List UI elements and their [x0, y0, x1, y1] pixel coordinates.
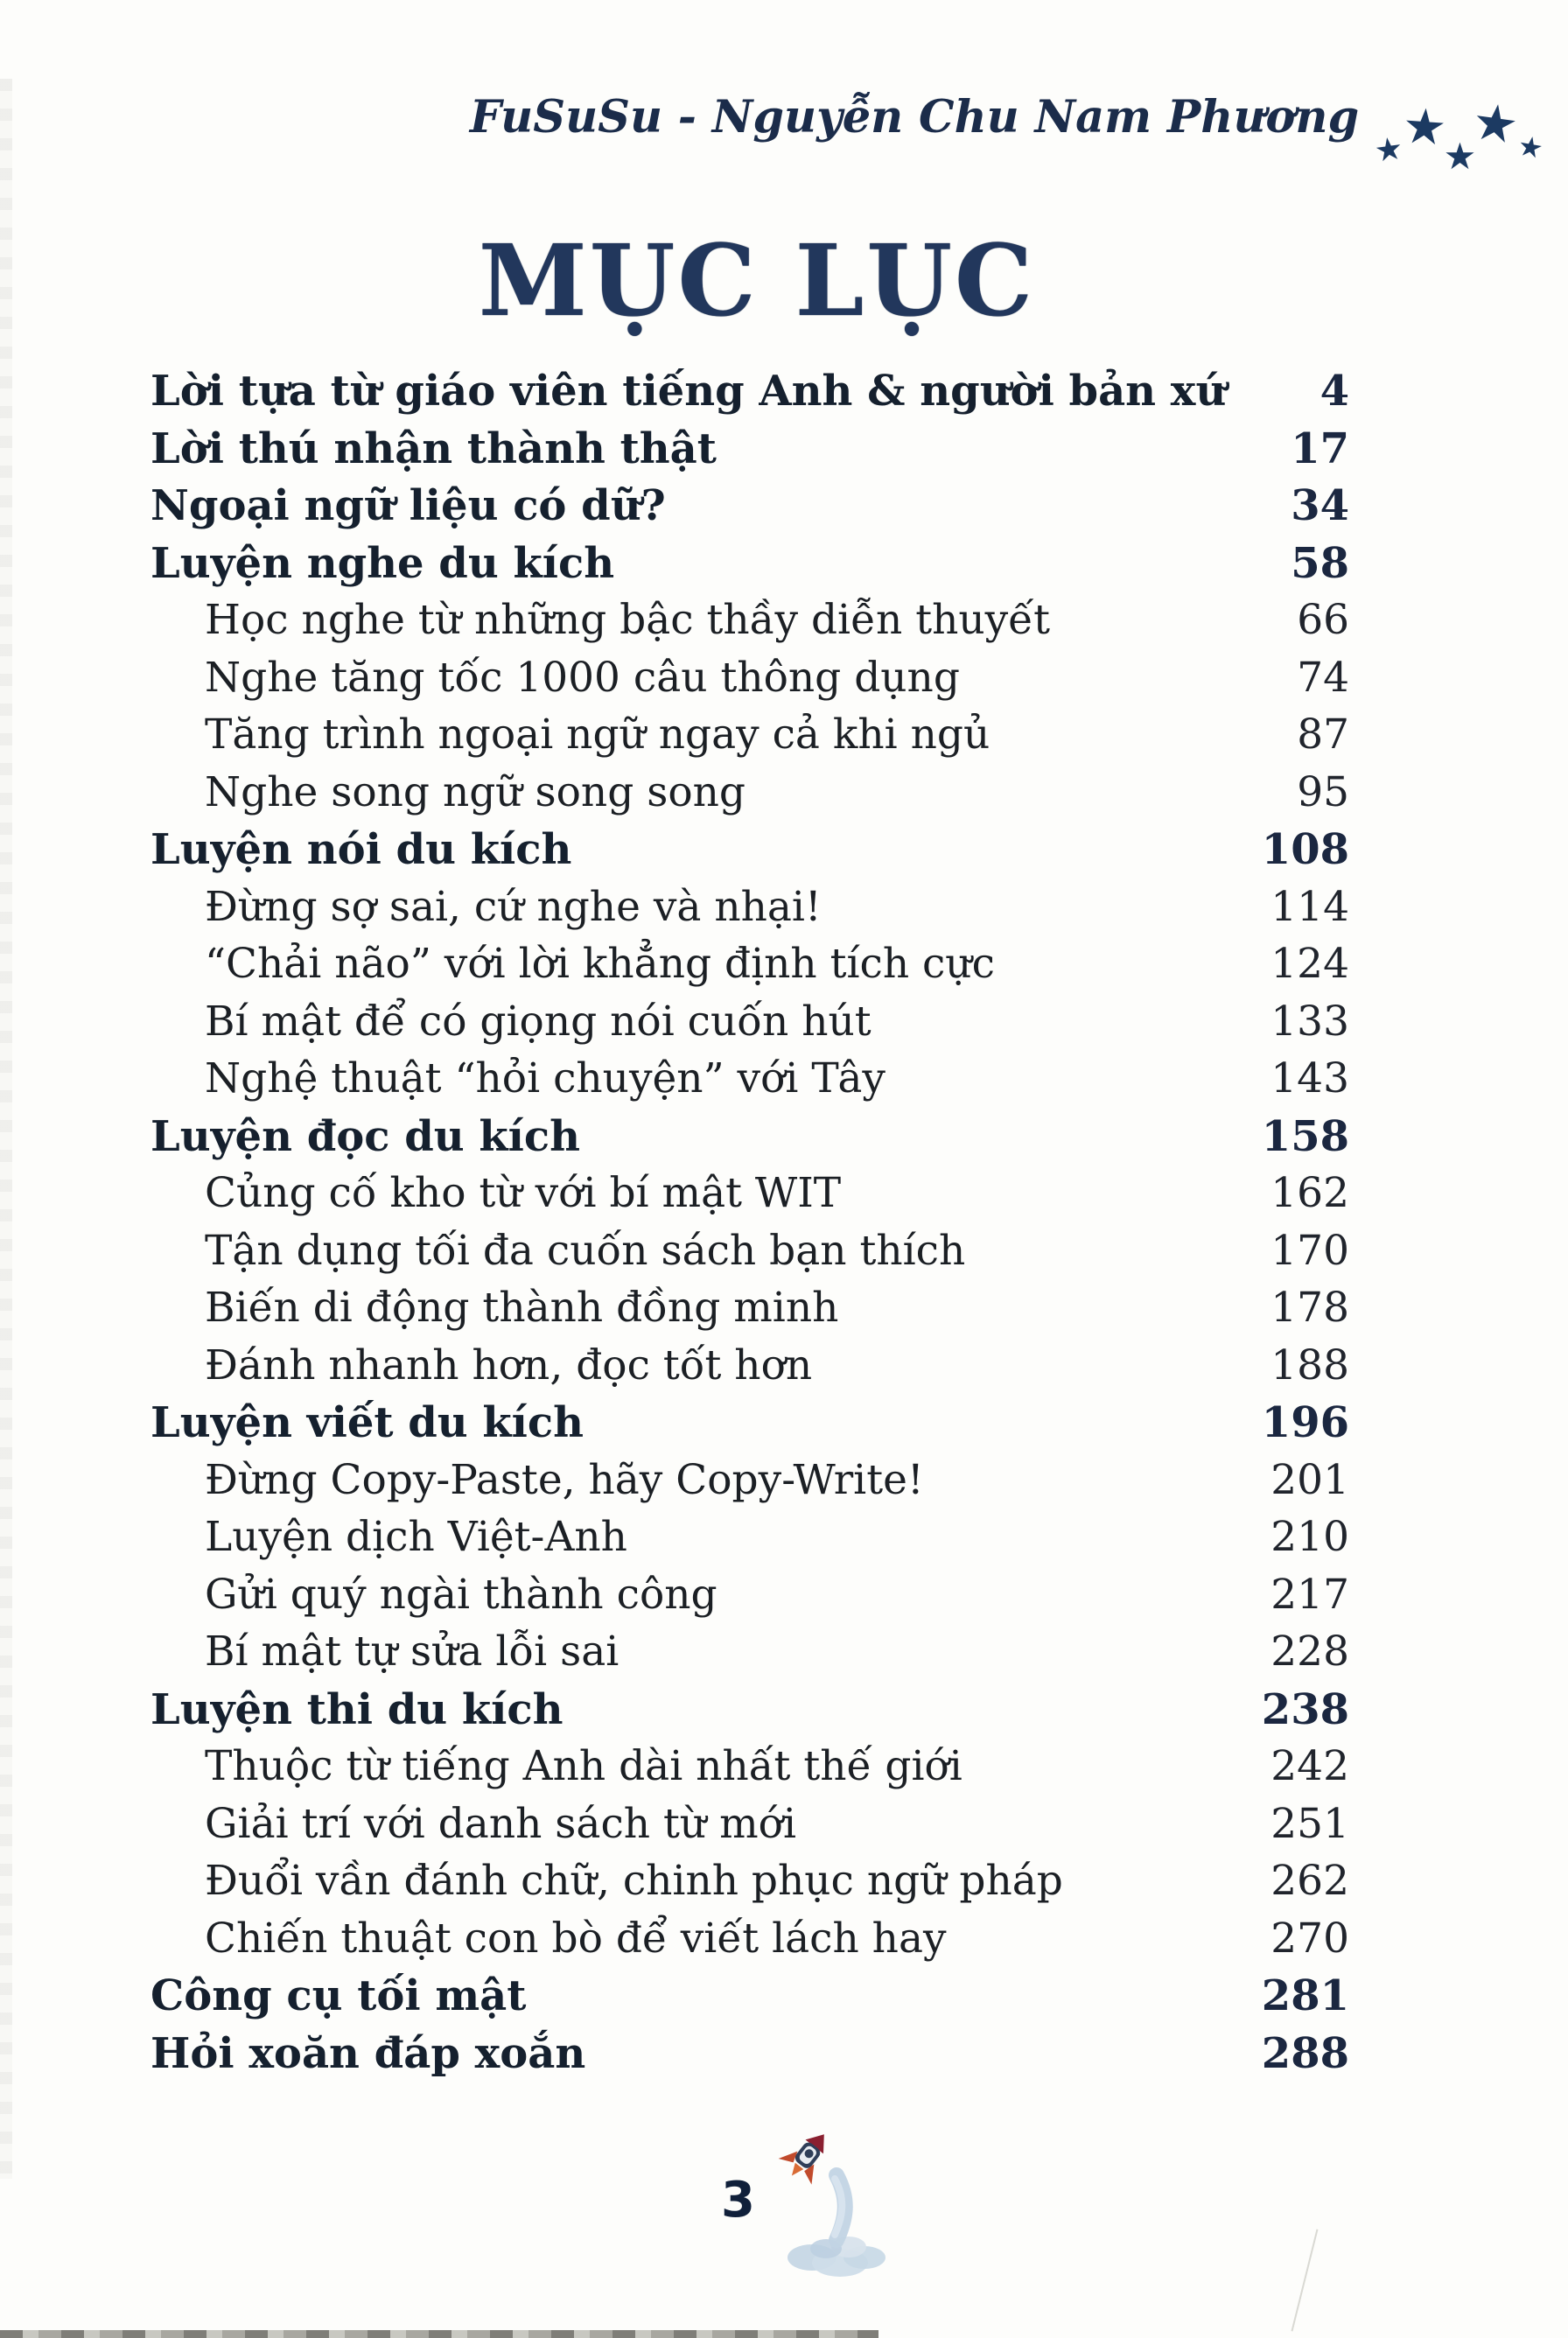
- toc-entry: [150, 940, 1349, 998]
- toc-entry-label: Chiến thuật con bò để viết lách hay: [205, 1914, 947, 1963]
- toc-entry-label: Học nghe từ những bậc thầy diễn thuyết: [205, 596, 1050, 644]
- toc-entry-page: 143: [1270, 1054, 1349, 1102]
- toc-entry-label: Nghe song ngữ song song: [205, 767, 746, 816]
- toc-entry-label: Ngoại ngữ liệu có dữ?: [150, 481, 666, 530]
- toc-entry-label: Giải trí với danh sách từ mới: [205, 1799, 796, 1848]
- toc-entry: [150, 1685, 1349, 1743]
- toc-entry-page: 4: [1320, 367, 1349, 416]
- toc-entry: [150, 481, 1349, 539]
- toc-entry-label: Bí mật để có giọng nói cuốn hút: [205, 997, 872, 1046]
- toc-entry-label: Luyện thi du kích: [150, 1684, 564, 1734]
- toc-entry-page: 251: [1270, 1799, 1349, 1848]
- scan-edge-left: [0, 79, 12, 2179]
- toc-entry-page: 95: [1297, 767, 1349, 816]
- toc-entry-label: Đừng Copy-Paste, hãy Copy-Write!: [205, 1455, 924, 1504]
- toc-entry: [150, 1742, 1349, 1800]
- toc-entry: [150, 710, 1349, 768]
- toc-entry: [150, 1112, 1349, 1170]
- toc-entry-page: 242: [1270, 1742, 1349, 1790]
- toc-entry-page: 114: [1270, 882, 1349, 931]
- toc-entry-page: 201: [1270, 1455, 1349, 1504]
- toc-entry-page: 133: [1270, 997, 1349, 1046]
- toc-entry-page: 228: [1270, 1628, 1349, 1676]
- toc-entry-page: 158: [1261, 1111, 1349, 1161]
- toc-entry-page: 210: [1270, 1513, 1349, 1561]
- toc-entry-page: 188: [1270, 1340, 1349, 1390]
- toc-entry-label: “Chải não” với lời khẳng định tích cực: [205, 940, 995, 988]
- toc-entry: [150, 1914, 1349, 1972]
- toc-entry: [150, 539, 1349, 597]
- toc-entry-page: 217: [1270, 1570, 1349, 1619]
- toc-entry: [150, 654, 1349, 711]
- toc-entry: [150, 1571, 1349, 1628]
- toc-entry-page: 238: [1261, 1684, 1349, 1734]
- toc-entry-page: 74: [1297, 653, 1349, 702]
- star-icon: ★: [1401, 97, 1449, 158]
- page-title: MỤC LỤC: [478, 224, 1036, 339]
- table-of-contents: [150, 367, 1349, 2086]
- toc-entry-label: Lời thú nhận thành thật: [150, 424, 717, 473]
- toc-entry-page: 178: [1270, 1284, 1349, 1332]
- toc-entry: [150, 998, 1349, 1055]
- star-icon: ★: [1516, 128, 1547, 166]
- toc-entry: [150, 367, 1349, 424]
- toc-entry-page: 270: [1270, 1914, 1349, 1963]
- toc-entry-label: Luyện viết du kích: [150, 1398, 584, 1447]
- toc-entry: [150, 883, 1349, 941]
- toc-entry-label: Tận dụng tối đa cuốn sách bạn thích: [205, 1226, 966, 1275]
- page-footer: [0, 2118, 1568, 2310]
- toc-entry-label: Thuộc từ tiếng Anh dài nhất thế giới: [205, 1742, 962, 1790]
- toc-entry-label: Công cụ tối mật: [150, 1971, 527, 2020]
- toc-entry: [150, 1169, 1349, 1227]
- toc-entry-page: 34: [1291, 481, 1349, 530]
- toc-entry-label: Luyện nghe du kích: [150, 538, 615, 588]
- toc-entry-label: Biến di động thành đồng minh: [205, 1284, 839, 1332]
- toc-entry-label: Đừng sợ sai, cứ nghe và nhại!: [205, 882, 822, 931]
- toc-entry: [150, 1341, 1349, 1399]
- toc-entry-page: 66: [1297, 596, 1349, 644]
- star-icon: ★: [1443, 135, 1477, 178]
- toc-entry-label: Luyện đọc du kích: [150, 1111, 580, 1161]
- page-header: [469, 90, 1547, 178]
- toc-entry: [150, 768, 1349, 826]
- toc-entry: [150, 1054, 1349, 1112]
- toc-entry-page: 262: [1270, 1857, 1349, 1905]
- toc-entry-page: 58: [1291, 538, 1349, 588]
- toc-entry-page: 17: [1291, 424, 1349, 473]
- toc-entry-label: Củng cố kho từ với bí mật WIT: [205, 1169, 842, 1217]
- toc-entry-page: 281: [1261, 1971, 1349, 2020]
- toc-entry-label: Luyện nói du kích: [150, 825, 572, 874]
- toc-entry-label: Luyện dịch Việt-Anh: [205, 1513, 627, 1561]
- toc-entry: [150, 1398, 1349, 1456]
- toc-entry-label: Lời tựa từ giáo viên tiếng Anh & người bản xứ: [150, 367, 1227, 416]
- toc-entry-page: 87: [1297, 710, 1349, 759]
- toc-entry: [150, 1284, 1349, 1341]
- toc-entry-label: Nghe tăng tốc 1000 câu thông dụng: [205, 653, 960, 702]
- toc-entry-label: Tăng trình ngoại ngữ ngay cả khi ngủ: [205, 710, 990, 759]
- toc-entry-label: Hỏi xoăn đáp xoắn: [150, 2028, 586, 2078]
- star-icon: ★: [1372, 130, 1406, 171]
- toc-entry: [150, 1857, 1349, 1914]
- toc-entry: [150, 2029, 1349, 2087]
- toc-entry-page: 162: [1270, 1169, 1349, 1217]
- rocket-icon: [772, 2124, 903, 2286]
- toc-entry-page: 196: [1261, 1398, 1349, 1447]
- toc-entry-label: Đuổi vần đánh chữ, chinh phục ngữ pháp: [205, 1857, 1063, 1905]
- toc-entry-page: 108: [1261, 825, 1349, 874]
- scan-edge-bottom: [0, 2330, 878, 2338]
- author-name: FuSuSu - Nguyễn Chu Nam Phương: [469, 91, 1360, 144]
- toc-entry-label: Đánh nhanh hơn, đọc tốt hơn: [205, 1340, 813, 1390]
- toc-entry: [150, 825, 1349, 883]
- toc-entry-label: Gửi quý ngài thành công: [205, 1570, 718, 1619]
- toc-entry: [150, 1628, 1349, 1685]
- toc-entry: [150, 1456, 1349, 1514]
- toc-entry-page: 288: [1261, 2028, 1349, 2078]
- toc-entry: [150, 1227, 1349, 1284]
- toc-entry-page: 124: [1270, 940, 1349, 988]
- toc-entry-label: Nghệ thuật “hỏi chuyện” với Tây: [205, 1054, 886, 1102]
- five-stars-icon: [1372, 90, 1547, 178]
- page-number: 3: [721, 2172, 755, 2229]
- toc-entry-label: Bí mật tự sửa lỗi sai: [205, 1628, 620, 1676]
- star-icon: ★: [1468, 90, 1522, 157]
- toc-entry-page: 170: [1270, 1226, 1349, 1275]
- toc-entry: [150, 596, 1349, 654]
- toc-entry: [150, 1800, 1349, 1858]
- toc-entry: [150, 1513, 1349, 1571]
- toc-entry: [150, 1971, 1349, 2029]
- toc-entry: [150, 424, 1349, 482]
